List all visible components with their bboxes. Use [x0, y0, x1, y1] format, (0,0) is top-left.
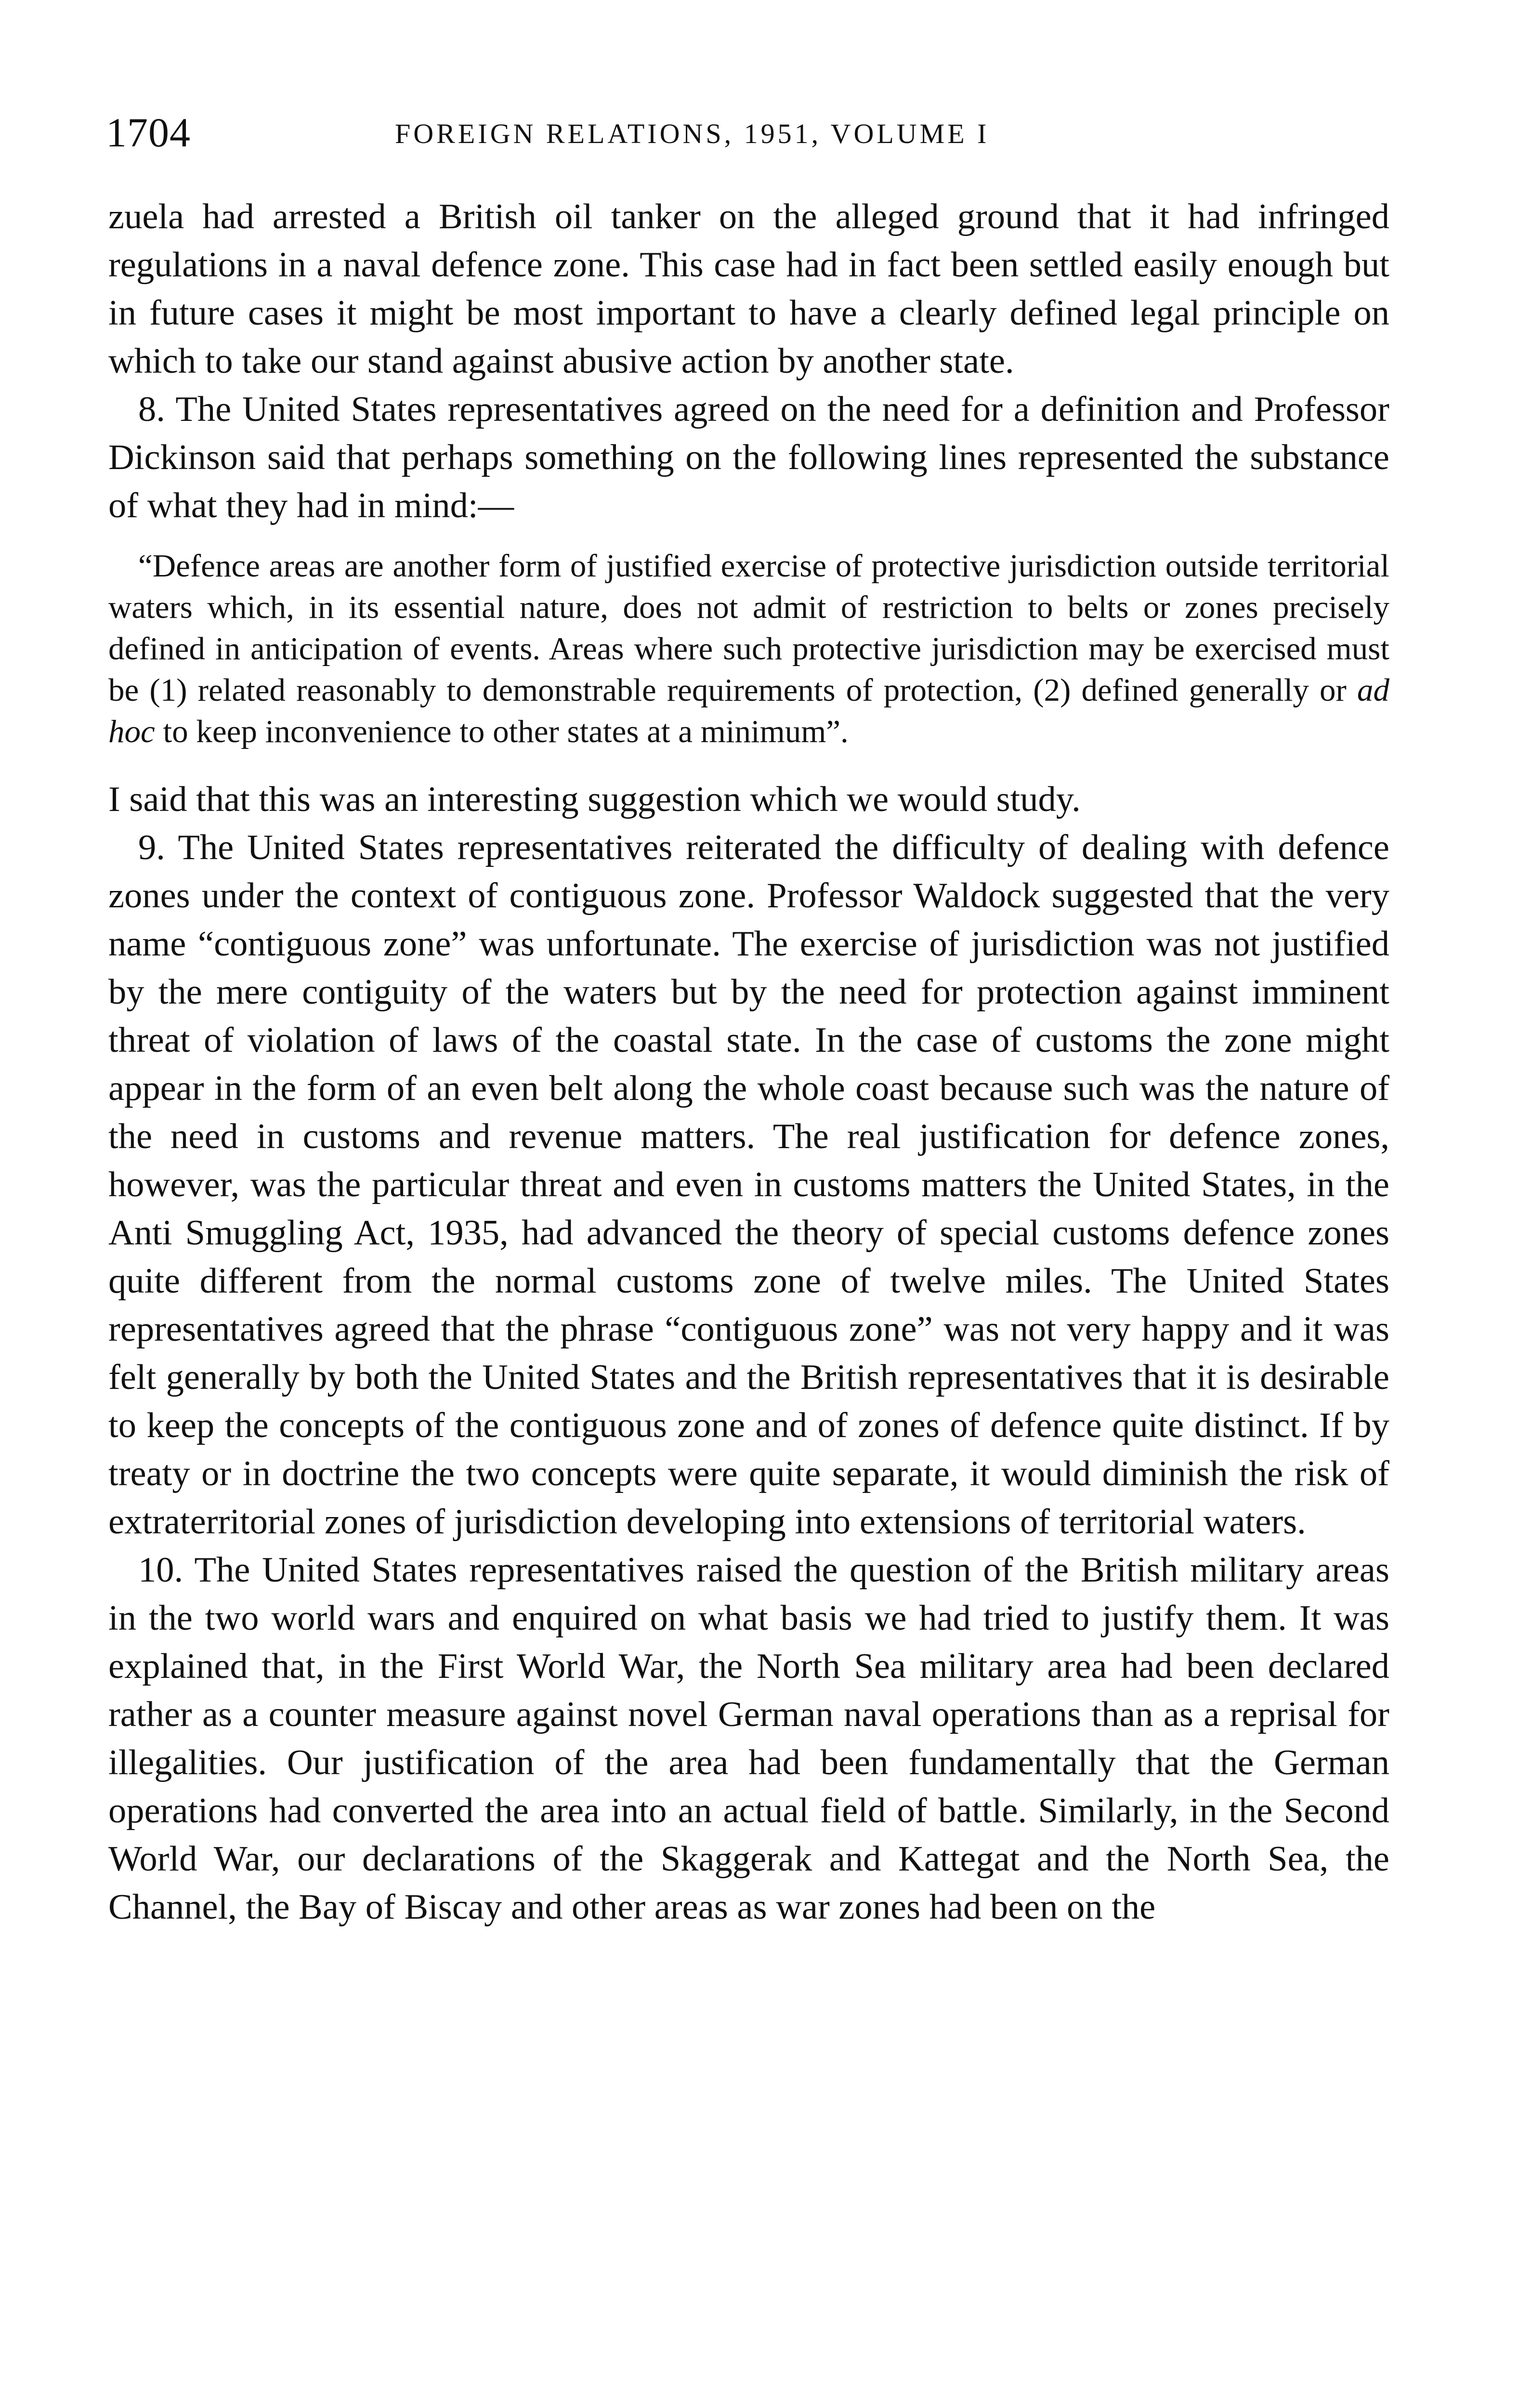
paragraph-8: 8. The United States representatives agreed on the need for a definition and Professor Dickinson said that perhaps something on the following lines represented the substance of what they had in mind:— [108, 390, 1389, 525]
quote-italic-phrase: ad hoc [108, 672, 1389, 749]
paragraph-9: 9. The United States representatives reiterated the difficulty of dealing with defence zones under the context of contiguous zone. Professor Waldock suggested that the very name “contiguous zone” was unfortunate. The exercise of jurisdiction was not justified by the mere contiguity of the waters but by the need for protection against imminent threat of violation of laws of the coastal state. In the case of customs the zone might appear in the form of an even belt along the whole coast because such was the nature of the need in customs and revenue matters. The real justification for defence zones, however, was the particular threat and even in customs matters the United States, in the Anti Smuggling Act, 1935, had advanced the theory of special customs defence zones quite different from the normal customs zone of twelve miles. The United States representatives agreed that the phrase “contiguous zone” was not very happy and it was felt generally by both the United States and the British representatives that it is desirable to keep the concepts of the contiguous zone and of zones of defence quite distinct. If by treaty or in doctrine the two concepts were quite separate, it would diminish the risk of extraterritorial zones of jurisdiction developing into extensions of territorial waters. [108, 828, 1389, 1542]
quote-text [108, 545, 1389, 752]
running-head [106, 106, 1397, 159]
block-quote [108, 545, 1389, 752]
running-title: FOREIGN RELATIONS, 1951, VOLUME I [395, 118, 990, 149]
page-number: 1704 [106, 109, 191, 156]
paragraph-said: I said that this was an interesting suggestion which we would study. [108, 780, 1081, 819]
body-text [108, 193, 1389, 1931]
quote-text-part-2: to keep inconvenience to other states at a minimum”. [155, 714, 849, 749]
quote-text-part-1: “Defence areas are another form of justified exercise of protective jurisdiction outside territorial waters which, in its essential nature, does not admit of restriction to belts or zones precisely defined in anticipation of events. Areas where such protective jurisdiction may be exercised must be (1) related reasonably to demonstrable requirements of protection, (2) defined generally or [108, 548, 1389, 708]
paragraph-continuation: zuela had arrested a British oil tanker on the alleged ground that it had infringed regulations in a naval defence zone. This case had in fact been settled easily enough but in future cases it might be most important to have a clearly defined legal principle on which to take our stand against abusive action by another state. [108, 197, 1389, 381]
paragraph-10: 10. The United States representatives raised the question of the British military areas in the two world wars and enquired on what basis we had tried to justify them. It was explained that, in the First World War, the North Sea military area had been declared rather as a counter measure against novel German naval operations than as a reprisal for illegalities. Our justification of the area had been fundamentally that the German operations had converted the area into an actual field of battle. Similarly, in the Second World War, our declarations of the Skaggerak and Kattegat and the North Sea, the Channel, the Bay of Biscay and other areas as war zones had been on the [108, 1550, 1389, 1927]
